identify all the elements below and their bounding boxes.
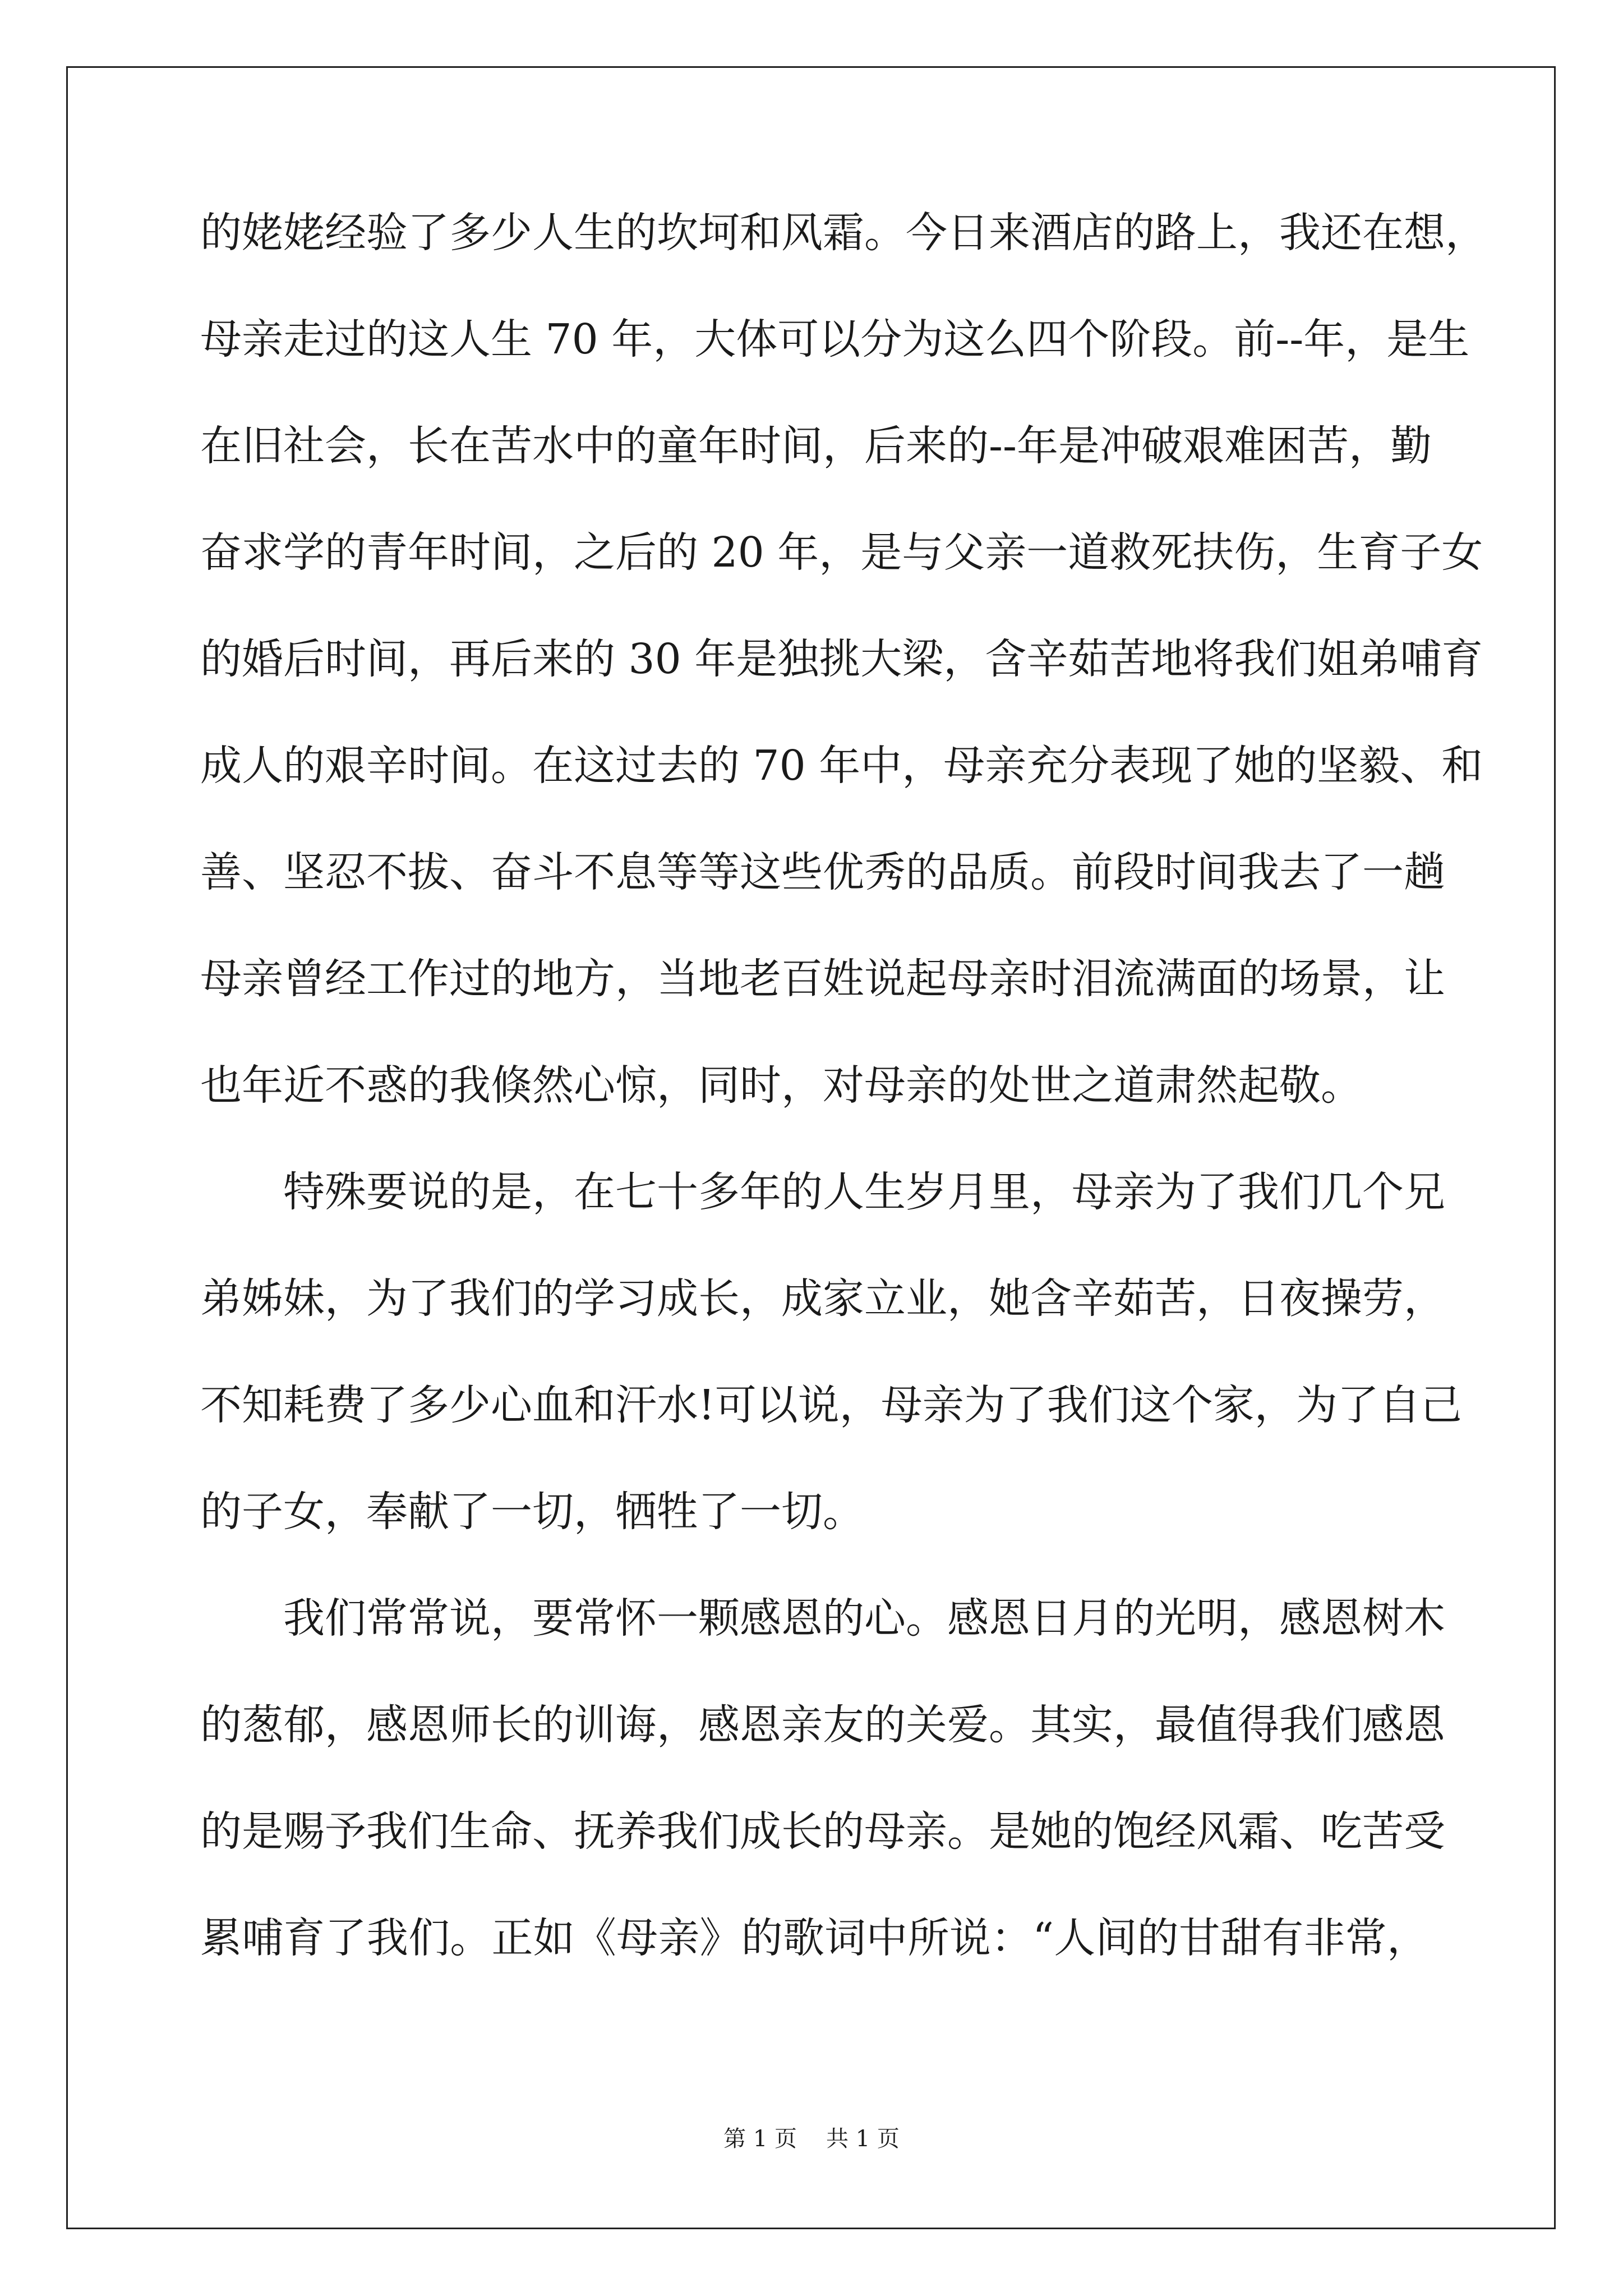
text-line: 在旧社会，长在苦水中的童年时间，后来的--年是冲破艰难困苦，勤 [200,422,1432,470]
text-line: 的子女，奉献了一切，牺牲了一切。 [200,1488,864,1536]
text-line: 奋求学的青年时间，之后的 20 年，是与父亲一道救死扶伤，生育子女 [200,528,1483,577]
text-line: 也年近不惑的我倏然心惊，同时，对母亲的处世之道肃然起敬。 [200,1061,1362,1110]
page-total: 共 1 页 [826,2126,900,2152]
text-line: 特殊要说的是，在七十多年的人生岁月里，母亲为了我们几个兄 [283,1168,1445,1216]
text-line: 母亲曾经工作过的地方，当地老百姓说起母亲时泪流满面的场景，让 [200,955,1445,1003]
text-line: 的葱郁，感恩师长的训诲，感恩亲友的关爱。其实，最值得我们感恩 [200,1701,1445,1749]
text-line: 母亲走过的这人生 70 年，大体可以分为这么四个阶段。前--年，是生 [200,315,1470,364]
text-line: 的是赐予我们生命、抚养我们成长的母亲。是她的饱经风霜、吃苦受 [200,1807,1445,1856]
text-line: 不知耗费了多少心血和汗水!可以说，母亲为了我们这个家，为了自己 [200,1381,1462,1429]
text-line: 的姥姥经验了多少人生的坎坷和风霜。今日来酒店的路上，我还在想， [200,209,1487,257]
text-line: 的婚后时间，再后来的 30 年是独挑大梁，含辛茹苦地将我们姐弟哺育 [200,635,1483,683]
text-line: 累哺育了我们。正如《母亲》的歌词中所说：“人间的甘甜有非常， [200,1914,1428,1962]
text-line: 我们常常说，要常怀一颗感恩的心。感恩日月的光明，感恩树木 [283,1594,1445,1642]
page-footer [0,2125,1623,2153]
text-line: 弟姊妹，为了我们的学习成长，成家立业，她含辛茹苦，日夜操劳， [200,1274,1445,1323]
text-line: 善、坚忍不拔、奋斗不息等等这些优秀的品质。前段时间我去了一趟 [200,848,1445,896]
page-number: 第 1 页 [723,2126,797,2152]
text-line: 成人的艰辛时间。在这过去的 70 年中，母亲充分表现了她的坚毅、和 [200,742,1483,790]
